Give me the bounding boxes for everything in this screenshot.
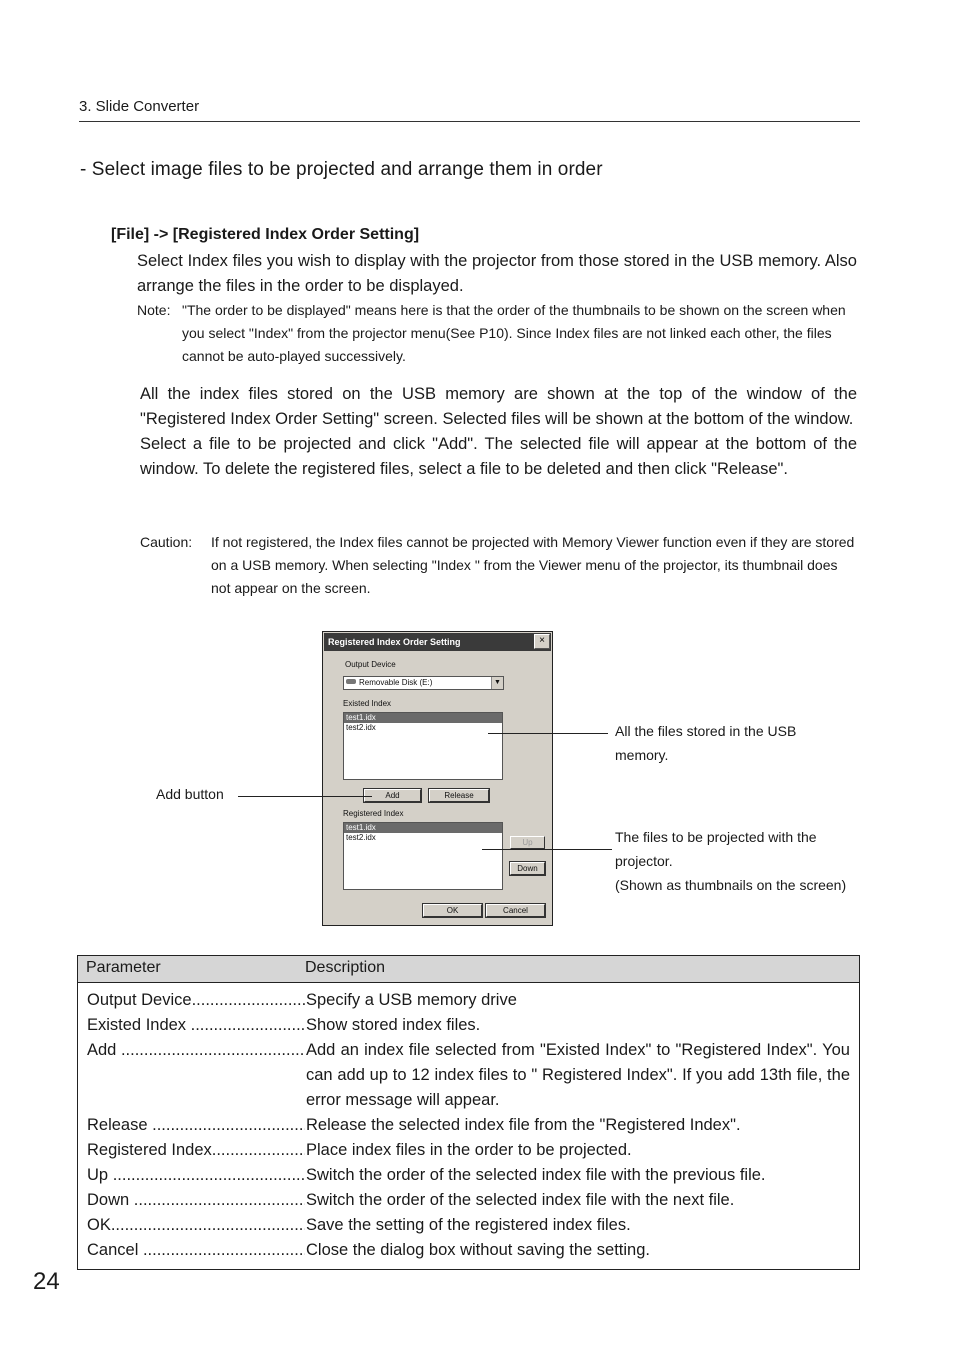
note-block bbox=[137, 299, 857, 368]
callout-line-add-button bbox=[238, 796, 372, 797]
existed-index-label: Existed Index bbox=[343, 699, 392, 708]
param-description: Save the setting of the registered index files. bbox=[306, 1216, 631, 1234]
note-label: Note: bbox=[137, 302, 171, 318]
chevron-down-icon[interactable]: ▼ bbox=[491, 677, 503, 689]
caution-text: If not registered, the Index files cannot be projected with Memory Viewer function even if they are stored on a USB memory. When selecting "Index " from the Viewer menu of the projector, its thumbnail does not appear on the screen. bbox=[211, 534, 855, 596]
header-parameter: Parameter bbox=[86, 959, 161, 976]
callout-projected-files-line-1: The files to be projected with the projector. bbox=[615, 829, 817, 869]
callout-usb-files: All the files stored in the USB memory. bbox=[615, 723, 797, 763]
body-paragraph-1: All the index files stored on the USB memory are shown at the top of the window of the "Registered Index Order Setting" screen. Selected files will be shown at the bottom of the window. bbox=[140, 385, 857, 428]
dialog-title-bar bbox=[324, 633, 551, 651]
output-device-select[interactable] bbox=[343, 676, 504, 690]
param-name-text: Cancel bbox=[87, 1241, 143, 1259]
list-item[interactable]: test2.idx bbox=[346, 833, 376, 842]
output-device-value: Removable Disk (E:) bbox=[359, 678, 433, 687]
param-description: Switch the order of the selected index file with the previous file. bbox=[306, 1166, 766, 1184]
table-row bbox=[87, 1113, 850, 1138]
param-name-text: Existed Index bbox=[87, 1016, 191, 1034]
param-name bbox=[87, 1113, 305, 1138]
callout-projected-files bbox=[615, 825, 860, 897]
list-item[interactable]: test1.idx bbox=[344, 823, 502, 833]
down-button[interactable]: Down bbox=[510, 862, 545, 875]
param-name bbox=[87, 1038, 305, 1063]
ok-button[interactable]: OK bbox=[423, 904, 482, 917]
caution-block bbox=[140, 531, 857, 600]
param-name bbox=[87, 1163, 305, 1188]
param-name bbox=[87, 1013, 305, 1038]
param-name-text: Up bbox=[87, 1166, 113, 1184]
param-description: Show stored index files. bbox=[306, 1016, 481, 1034]
table-row bbox=[87, 1038, 850, 1113]
param-name-text: Registered Index bbox=[87, 1141, 212, 1159]
param-name bbox=[87, 988, 305, 1013]
add-button[interactable]: Add bbox=[364, 789, 421, 802]
param-name-text: Down bbox=[87, 1191, 134, 1209]
cancel-button[interactable]: Cancel bbox=[486, 904, 545, 917]
registered-index-list[interactable] bbox=[343, 822, 503, 890]
intro-paragraph: Select Index files you wish to display with the projector from those stored in the USB memory. Also arrange the files in the order to be displayed. bbox=[137, 252, 857, 295]
param-name-text: OK bbox=[87, 1216, 111, 1234]
table-row bbox=[87, 1163, 850, 1188]
callout-line-projected-files bbox=[482, 849, 612, 850]
section-title: - Select image files to be projected and arrange them in order bbox=[80, 159, 603, 180]
param-description: Place index files in the order to be projected. bbox=[306, 1141, 632, 1159]
param-name bbox=[87, 1213, 305, 1238]
param-description: Add an index file selected from "Existed Index" to "Registered Index". You can add up to 12 index files to " Registered Index". If you add 13th file, the error message will appear. bbox=[306, 1041, 850, 1109]
param-description: Release the selected index file from the "Registered Index". bbox=[306, 1116, 741, 1134]
table-row bbox=[87, 1188, 850, 1213]
param-name-text: Release bbox=[87, 1116, 153, 1134]
body-text bbox=[140, 382, 857, 482]
up-button[interactable]: Up bbox=[510, 836, 545, 849]
table-row bbox=[87, 1138, 850, 1163]
body-paragraph-2: Select a file to be projected and click "Add". The selected file will appear at the bottom of the window. To delete the registered files, select a file to be deleted and then click "Release". bbox=[140, 435, 857, 478]
existed-index-list[interactable] bbox=[343, 712, 503, 780]
list-item[interactable]: test2.idx bbox=[346, 723, 376, 732]
registered-index-label: Registered Index bbox=[343, 809, 404, 818]
release-button[interactable]: Release bbox=[429, 789, 489, 802]
parameter-table bbox=[77, 955, 860, 1270]
param-name-text: Output Device bbox=[87, 991, 192, 1009]
header-rule bbox=[79, 121, 860, 122]
running-header: 3. Slide Converter bbox=[79, 98, 200, 115]
param-description: Switch the order of the selected index file with the next file. bbox=[306, 1191, 735, 1209]
table-row bbox=[87, 988, 850, 1013]
callout-add-button: Add button bbox=[156, 786, 224, 802]
header-description: Description bbox=[305, 959, 386, 976]
registered-index-dialog bbox=[322, 631, 553, 926]
table-header bbox=[78, 956, 859, 983]
caution-label: Caution: bbox=[140, 534, 193, 550]
param-description: Specify a USB memory drive bbox=[306, 991, 517, 1009]
table-row bbox=[87, 1013, 850, 1038]
output-device-label: Output Device bbox=[345, 660, 396, 669]
param-name bbox=[87, 1188, 305, 1213]
close-icon[interactable]: × bbox=[534, 634, 550, 649]
menu-path: [File] -> [Registered Index Order Setting] bbox=[111, 226, 420, 243]
table-row bbox=[87, 1238, 850, 1263]
param-name bbox=[87, 1238, 305, 1263]
drive-icon bbox=[346, 679, 356, 684]
dialog-title: Registered Index Order Setting bbox=[328, 637, 461, 647]
param-name bbox=[87, 1138, 305, 1163]
page-number: 24 bbox=[33, 1268, 60, 1295]
list-item[interactable]: test1.idx bbox=[344, 713, 502, 723]
callout-line-usb-files bbox=[488, 733, 608, 734]
note-text: "The order to be displayed" means here is that the order of the thumbnails to be shown on the screen when you select "Index" from the projector menu(See P10). Since Index files are not linked each other, the files cannot be auto-played successively. bbox=[182, 302, 846, 364]
callout-projected-files-line-2: (Shown as thumbnails on the screen) bbox=[615, 877, 847, 893]
param-name-text: Add bbox=[87, 1041, 121, 1059]
param-description: Close the dialog box without saving the setting. bbox=[306, 1241, 650, 1259]
table-row bbox=[87, 1213, 850, 1238]
